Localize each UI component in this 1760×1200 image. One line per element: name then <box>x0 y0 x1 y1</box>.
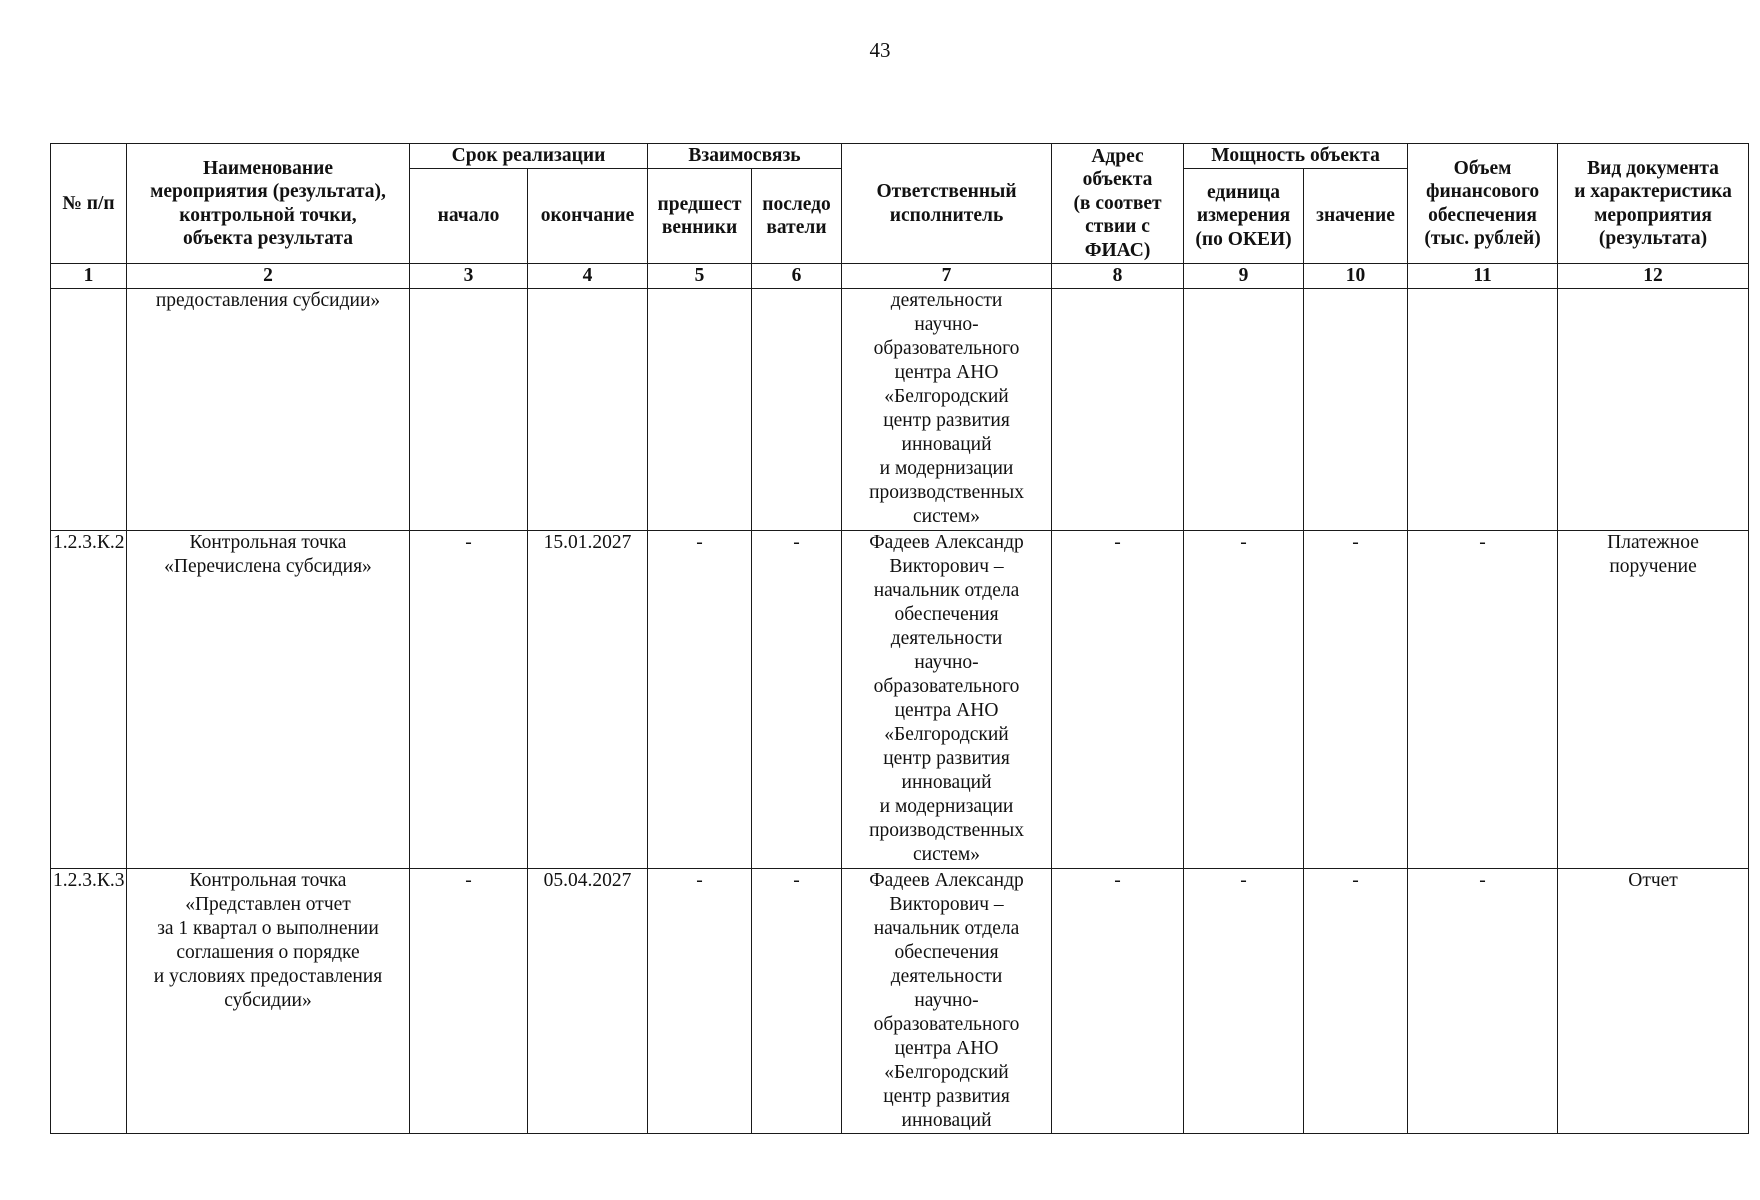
row-name: Контрольная точка «Перечислена субсидия» <box>127 531 410 869</box>
header-unit: единица измерения (по ОКЕИ) <box>1184 169 1304 264</box>
row-end: 15.01.2027 <box>528 531 648 869</box>
row-unit: - <box>1184 531 1304 869</box>
row-successors: - <box>752 869 842 1134</box>
row-financing: - <box>1408 869 1558 1134</box>
row-document: Платежное поручение <box>1558 531 1749 869</box>
row-financing <box>1408 289 1558 531</box>
row-number: 1.2.3.К.2 <box>51 531 127 869</box>
column-number: 1 <box>51 264 127 289</box>
row-responsible: Фадеев Александр Викторович – начальник отдела обеспечения деятельности научно- образовательного центра АНО «Белгородский центр развития инноваций и модернизации производственных систем» <box>842 531 1052 869</box>
column-number: 2 <box>127 264 410 289</box>
row-start: - <box>410 869 528 1134</box>
row-end <box>528 289 648 531</box>
row-successors <box>752 289 842 531</box>
table-row <box>51 289 1749 531</box>
row-predecessors <box>648 289 752 531</box>
header-name: Наименование мероприятия (результата), контрольной точки, объекта результата <box>127 144 410 264</box>
header-start: начало <box>410 169 528 264</box>
column-number: 9 <box>1184 264 1304 289</box>
row-responsible: деятельности научно- образовательного центра АНО «Белгородский центр развития инноваций и модернизации производственных систем» <box>842 289 1052 531</box>
row-start: - <box>410 531 528 869</box>
row-unit: - <box>1184 869 1304 1134</box>
row-start <box>410 289 528 531</box>
column-number: 11 <box>1408 264 1558 289</box>
header-address: Адрес объекта (в соответ ствии с ФИАС) <box>1052 144 1184 264</box>
column-number: 8 <box>1052 264 1184 289</box>
column-number: 3 <box>410 264 528 289</box>
row-responsible: Фадеев Александр Викторович – начальник отдела обеспечения деятельности научно- образовательного центра АНО «Белгородский центр развития инноваций <box>842 869 1052 1134</box>
table-row <box>51 531 1749 869</box>
row-unit <box>1184 289 1304 531</box>
header-predecessors: предшест венники <box>648 169 752 264</box>
row-predecessors: - <box>648 531 752 869</box>
column-number: 10 <box>1304 264 1408 289</box>
row-value <box>1304 289 1408 531</box>
header-responsible: Ответственный исполнитель <box>842 144 1052 264</box>
column-number: 12 <box>1558 264 1749 289</box>
row-value: - <box>1304 531 1408 869</box>
row-number <box>51 289 127 531</box>
header-num: № п/п <box>51 144 127 264</box>
row-end: 05.04.2027 <box>528 869 648 1134</box>
page-number: 43 <box>869 38 891 62</box>
header-financing: Объем финансового обеспечения (тыс. рублей) <box>1408 144 1558 264</box>
row-name: предоставления субсидии» <box>127 289 410 531</box>
header-group-capacity: Мощность объекта <box>1184 144 1408 169</box>
row-document: Отчет <box>1558 869 1749 1134</box>
header-group-link: Взаимосвязь <box>648 144 842 169</box>
header-successors: последо ватели <box>752 169 842 264</box>
column-number: 5 <box>648 264 752 289</box>
column-number: 6 <box>752 264 842 289</box>
column-number: 4 <box>528 264 648 289</box>
implementation-plan-table <box>50 143 1749 1134</box>
header-group-term: Срок реализации <box>410 144 648 169</box>
row-successors: - <box>752 531 842 869</box>
row-name: Контрольная точка «Представлен отчет за 1 квартал о выполнении соглашения о порядке и условиях предоставления субсидии» <box>127 869 410 1134</box>
row-value: - <box>1304 869 1408 1134</box>
row-predecessors: - <box>648 869 752 1134</box>
row-document <box>1558 289 1749 531</box>
row-address <box>1052 289 1184 531</box>
row-address: - <box>1052 531 1184 869</box>
table-row <box>51 869 1749 1134</box>
header-value: значение <box>1304 169 1408 264</box>
header-document: Вид документа и характеристика мероприятия (результата) <box>1558 144 1749 264</box>
row-financing: - <box>1408 531 1558 869</box>
row-address: - <box>1052 869 1184 1134</box>
column-number: 7 <box>842 264 1052 289</box>
header-end: окончание <box>528 169 648 264</box>
row-number: 1.2.3.К.3 <box>51 869 127 1134</box>
